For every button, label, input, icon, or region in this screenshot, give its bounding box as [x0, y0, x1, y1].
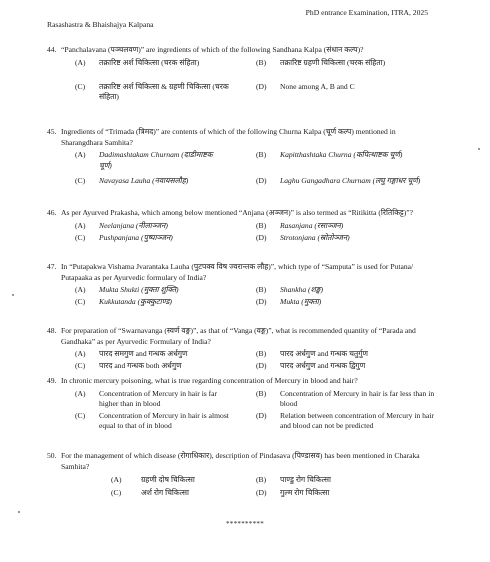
option-text: Neelanjana (नीलाञ्जन) — [99, 220, 168, 230]
option-text: पारद and गन्धक both अर्धगुण — [99, 361, 182, 370]
option-label: (A) — [75, 220, 86, 230]
option-label: (A) — [111, 475, 122, 484]
option-text: Strotonjana (स्रोतोञ्जन) — [280, 232, 350, 242]
option-text: अर्श रोग चिकित्सा — [141, 488, 189, 497]
option-text: Concentration of Mercury in hair is almost equal to that of in blood — [99, 410, 229, 430]
question-number: 45. — [47, 127, 57, 136]
option-text: पाण्डु रोग चिकित्सा — [280, 475, 331, 484]
question-stem: For the management of which disease (रोगाधिकार), description of Pindasava (पिण्डासव) has been mentioned in Charaka Samhita? — [61, 451, 420, 471]
options — [61, 148, 439, 206]
option-label: (D) — [256, 297, 267, 306]
option-text: पारद समगुण and गन्धक अर्धगुण — [99, 349, 188, 358]
scan-speck — [18, 511, 20, 513]
option-label: (B) — [256, 388, 267, 398]
question-stem: In chronic mercury poisoning, what is true regarding concentration of Mercury in blood and hair? — [61, 376, 358, 385]
question-44 — [47, 45, 439, 110]
option-text: Relation between concentration of Mercury in hair and blood can not be predicted — [280, 410, 434, 430]
option-text: गुल्म रोग चिकित्सा — [280, 488, 330, 497]
option-label: (D) — [256, 488, 267, 497]
end-of-page-stars: ********** — [226, 520, 264, 528]
question-stem: As per Ayurved Prakasha, which among below mentioned “Anjana (अञ्जन)” is also termed as “Ritikitta (रितिकिट्ट)”? — [61, 208, 414, 217]
option-text: Mukta (मुक्ता) — [280, 297, 322, 306]
option-label: (C) — [75, 361, 86, 370]
option-label: (B) — [256, 475, 267, 484]
option-label: (B) — [256, 285, 267, 294]
option-text: Rasanjana (रसाञ्जन) — [280, 220, 344, 230]
option-label: (B) — [256, 150, 267, 159]
option-text: पारद अर्धगुण and गन्धक द्विगुण — [280, 361, 366, 370]
option-label: (D) — [256, 232, 267, 242]
option-label: (C) — [75, 410, 86, 420]
option-label: (B) — [256, 220, 267, 230]
question-48 — [47, 326, 439, 375]
option-text: तक्रारिष्ट अर्श चिकित्सा (चरक संहिता) — [99, 57, 200, 67]
question-number: 49. — [47, 376, 57, 385]
option-label: (C) — [75, 232, 86, 242]
question-45 — [47, 127, 439, 206]
question-47 — [47, 262, 439, 311]
option-label: (B) — [256, 57, 267, 67]
question-number: 46. — [47, 208, 57, 217]
subject-title: Rasashastra & Bhaishajya Kalpana — [47, 20, 154, 29]
question-number: 50. — [47, 451, 57, 460]
exam-title: PhD entrance Examination, ITRA, 2025 — [305, 8, 428, 17]
option-label: (A) — [75, 150, 86, 159]
option-label: (C) — [111, 488, 122, 497]
option-text: None among A, B and C — [280, 81, 355, 91]
option-text: Dadimashtakam Churnam (दाडीमाष्टक चूर्ण) — [99, 150, 213, 170]
option-text: Concentration of Mercury in hair is far higher than in blood — [99, 388, 218, 408]
options — [61, 472, 439, 502]
option-label: (D) — [256, 361, 267, 370]
option-label: (D) — [256, 176, 267, 185]
question-number: 44. — [47, 45, 57, 54]
option-label: (A) — [75, 285, 86, 294]
option-text: Concentration of Mercury in hair is far less than in blood — [280, 388, 435, 408]
options — [61, 387, 439, 439]
option-label: (D) — [256, 81, 267, 91]
option-text: Kapitthashtaka Churna (कपित्थाष्टक चूर्ण) — [280, 150, 403, 159]
option-text: Shankha (शङ्ख) — [280, 285, 324, 294]
option-text: ग्रहणी दोष चिकित्सा — [141, 475, 195, 484]
option-text: पारद अर्धगुण and गन्धक चतुर्गुण — [280, 349, 369, 358]
option-text: Navayasa Lauha (नवायसलौह) — [99, 176, 189, 185]
question-stem: For preparation of “Swarnavanga (स्वर्ण वङ्ग)”, as that of “Vanga (वङ्ग)”, what is recommended quantity of “Parada and Gandhaka” as per Ayurvedic Formulary of India? — [61, 326, 416, 346]
option-label: (A) — [75, 388, 86, 398]
question-stem: In “Putapakwa Vishama Jvarantaka Lauha (पुटपक्व विष ज्वरान्तक लौह)”, which type of “Samputa” is used for Putana/ Putapaaka as per Ayurvedic formulary of India? — [61, 262, 414, 282]
option-label: (C) — [75, 81, 86, 91]
scan-speck — [478, 148, 480, 150]
option-text: तक्रारिष्ट अर्श चिकित्सा & ग्रहणी चिकित्सा (चरक संहिता) — [99, 81, 229, 101]
option-label: (C) — [75, 176, 86, 185]
option-label: (C) — [75, 297, 86, 306]
question-stem: “Panchalavana (पञ्चलवण)” are ingredients of which of the following Sandhana Kalpa (संधान कल्प)? — [61, 45, 364, 54]
question-number: 48. — [47, 326, 57, 335]
option-text: Laghu Gangadhara Churnam (लघु गङ्गाधर चूर्ण) — [280, 176, 421, 185]
question-number: 47. — [47, 262, 57, 271]
option-label: (B) — [256, 349, 267, 358]
options — [61, 219, 439, 247]
option-text: तक्रारिष्ट ग्रहणी चिकित्सा (चरक संहिता) — [280, 57, 386, 67]
options — [61, 283, 439, 311]
option-label: (A) — [75, 349, 86, 358]
option-label: (D) — [256, 410, 267, 420]
option-text: Mukta Shukti (मुक्ता शुक्ति) — [99, 285, 179, 294]
question-50 — [47, 451, 439, 502]
scan-speck — [12, 294, 14, 296]
option-label: (A) — [75, 57, 86, 67]
question-49 — [47, 376, 439, 439]
options — [61, 56, 439, 110]
question-46 — [47, 208, 439, 247]
option-text: Kukkutanda (कुक्कुटाण्ड) — [99, 297, 172, 306]
option-text: Pushpanjana (पुष्पाञ्जन) — [99, 232, 173, 242]
options — [61, 347, 439, 375]
question-stem: Ingredients of “Trimada (त्रिमद)” are contents of which of the following Churna Kalpa (चूर्ण कल्प) mentioned in Sharangdhara Samhita? — [61, 127, 396, 147]
